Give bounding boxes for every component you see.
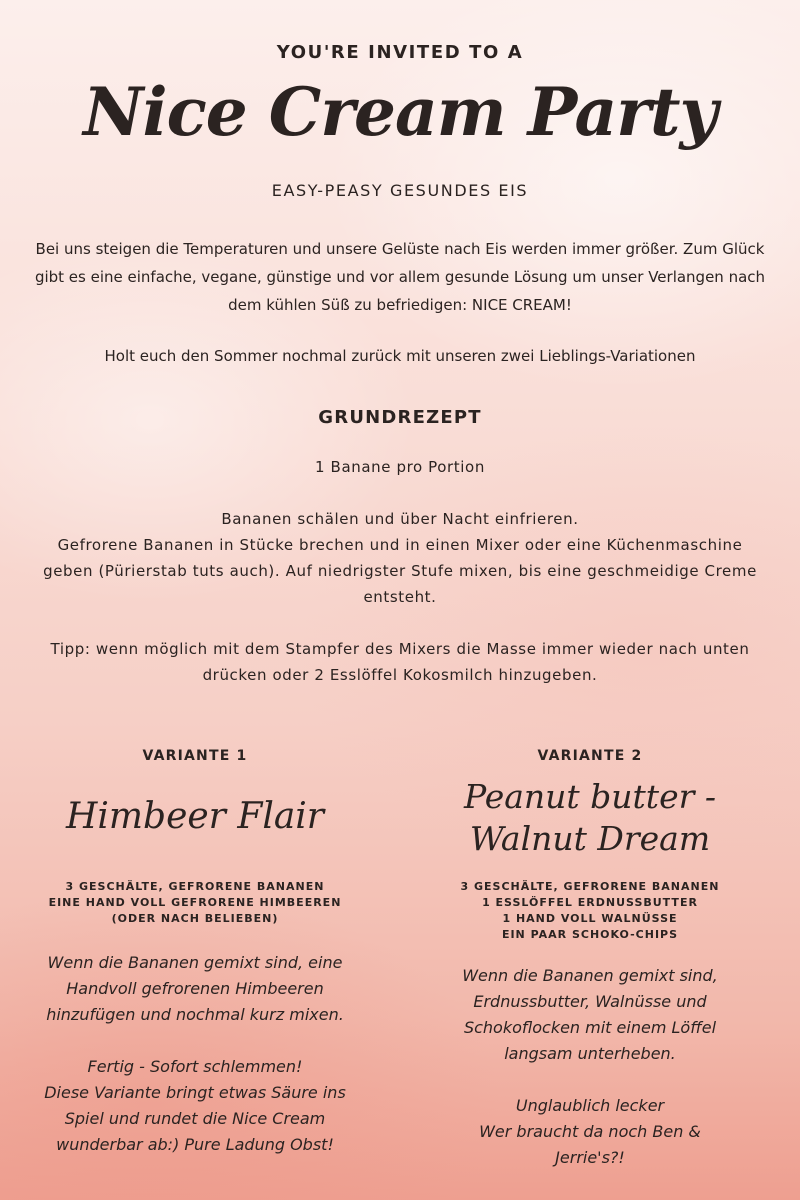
- ingredient: 3 GESCHÄLTE, GEFRORENE BANANEN: [460, 880, 720, 893]
- recipe-steps: [30, 506, 770, 610]
- recipe-tip: Tipp: wenn möglich mit dem Stampfer des Mixers die Masse immer wieder nach unten drücken oder 2 Esslöffel Kokosmilch hinzugeben.: [50, 640, 750, 684]
- intro-paragraph: Bei uns steigen die Temperaturen und unsere Gelüste nach Eis werden immer größer. Zum Glück gibt es eine einfache, vegane, günstige und vor allem gesunde Lösung um unser Verlangen nach dem kühlen Süß zu befriedigen: NICE CREAM!: [34, 240, 766, 314]
- variante-1-ingredients: [30, 879, 360, 927]
- variante-2-label: VARIANTE 2: [537, 748, 643, 764]
- recipe-step: Bananen schälen und über Nacht einfrieren.: [221, 510, 579, 528]
- variante-1-desc-2a: Fertig - Sofort schlemmen!: [87, 1057, 303, 1076]
- ingredient: 1 ESSLÖFFEL ERDNUSSBUTTER: [482, 896, 698, 909]
- grundrezept-heading: GRUNDREZEPT: [318, 407, 482, 428]
- variante-1-title: Himbeer Flair: [65, 796, 325, 837]
- ingredient: (ODER NACH BELIEBEN): [111, 912, 279, 925]
- variante-2-description: [455, 963, 725, 1171]
- variante-1-desc-2b: Diese Variante bringt etwas Säure ins Spiel und rundet die Nice Cream wunderbar ab:) Pure Ladung Obst!: [44, 1083, 346, 1154]
- ingredient: EINE HAND VOLL GEFRORENE HIMBEEREN: [48, 896, 342, 909]
- variante-2-ingredients: [420, 879, 760, 943]
- ingredient: 1 HAND VOLL WALNÜSSE: [502, 912, 678, 925]
- variante-2-desc-2b: Wer braucht da noch Ben & Jerrie's?!: [479, 1122, 701, 1167]
- variante-1-desc-1: Wenn die Bananen gemixt sind, eine Handvoll gefrorenen Himbeeren hinzufügen und nochmal kurz mixen.: [46, 953, 344, 1024]
- variations-intro: Holt euch den Sommer nochmal zurück mit unseren zwei Lieblings-Variationen: [104, 347, 696, 365]
- variante-2-desc-2a: Unglaublich lecker: [515, 1096, 665, 1115]
- variante-1-description: [30, 950, 360, 1158]
- variante-2-desc-1: Wenn die Bananen gemixt sind, Erdnussbutter, Walnüsse und Schokoflocken mit einem Löffel langsam unterheben.: [462, 966, 718, 1063]
- variante-1-label: VARIANTE 1: [142, 748, 248, 764]
- subtitle: EASY-PEASY GESUNDES EIS: [271, 181, 529, 200]
- ingredient: 3 GESCHÄLTE, GEFRORENE BANANEN: [65, 880, 325, 893]
- variante-2-title: Peanut butter - Walnut Dream: [463, 777, 717, 858]
- ingredient: EIN PAAR SCHOKO-CHIPS: [501, 928, 679, 941]
- portion-line: 1 Banane pro Portion: [315, 458, 485, 476]
- recipe-step: Gefrorene Bananen in Stücke brechen und in einen Mixer oder eine Küchenmaschine geben (Pürierstab tuts auch). Auf niedrigster Stufe mixen, bis eine geschmeidige Creme entsteht.: [43, 536, 757, 606]
- invite-line: YOU'RE INVITED TO A: [276, 42, 524, 63]
- party-title: Nice Cream Party: [83, 73, 717, 151]
